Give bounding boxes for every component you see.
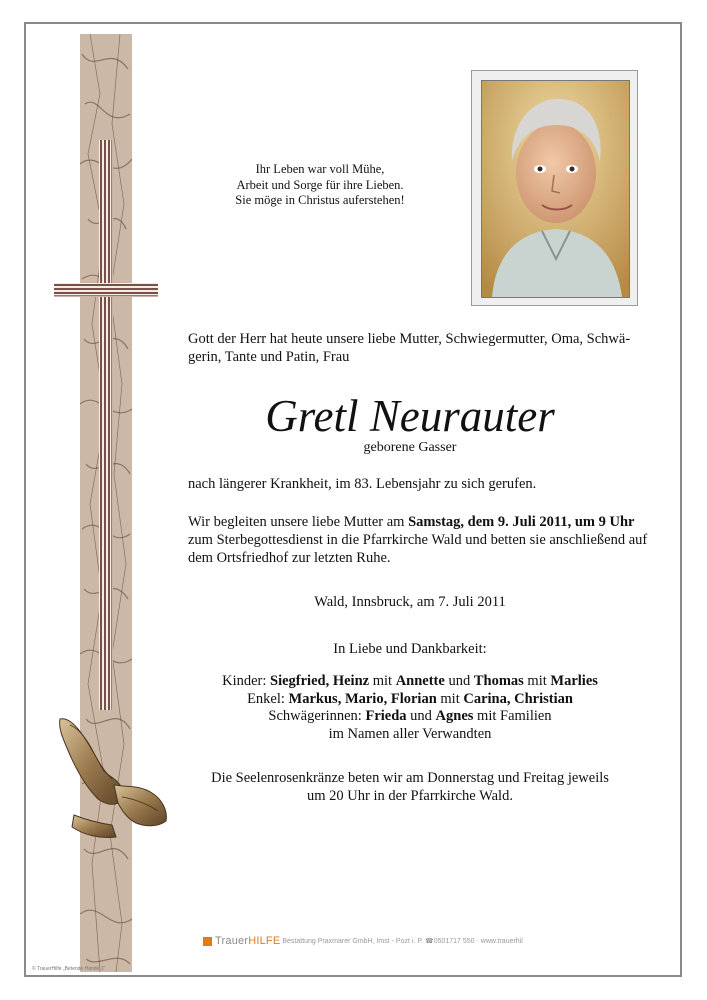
- brand-name: [215, 935, 280, 947]
- death-note: nach längerer Krankheit, im 83. Lebensjahr zu sich gerufen.: [188, 476, 537, 492]
- rosary-notice: [160, 769, 660, 805]
- family-joiner: und: [406, 708, 436, 724]
- family-names: Agnes: [435, 708, 474, 724]
- portrait-photo: [481, 80, 630, 298]
- intro-text: Gott der Herr hat heute unsere liebe Mutter, Schwiegermutter, Oma, Schwä-gerin, Tante und Patin, Frau: [188, 331, 631, 365]
- family-joiner: mit: [523, 673, 551, 689]
- verse: [190, 162, 450, 209]
- rosary-line: Die Seelenrosenkränze beten wir am Donnerstag und Freitag jeweils: [211, 770, 609, 786]
- brand-part: Trauer: [215, 935, 249, 947]
- image-credit: © TrauerHilfe „Betende Hände 1“: [32, 966, 106, 972]
- verse-line: Sie möge in Christus auferstehen!: [235, 193, 405, 207]
- family-label: Kinder:: [222, 673, 271, 689]
- birth-name: geborene Gasser: [363, 440, 457, 455]
- family-names: Siegfried, Heinz: [270, 673, 370, 689]
- rosary-line: um 20 Uhr in der Pfarrkirche Wald.: [307, 788, 513, 804]
- trauerhilfe-logo-icon: [203, 937, 212, 946]
- family-joiner: mit: [436, 690, 464, 707]
- deceased-name: Gretl Neurauter: [265, 391, 555, 441]
- family-joiner: mit Familien: [473, 708, 552, 724]
- family-names: Annette: [395, 673, 445, 689]
- family-label: Schwägerinnen:: [268, 708, 366, 724]
- family-names: Frieda: [365, 708, 407, 724]
- funeral-datetime: Samstag, dem 9. Juli 2011, um 9 Uhr: [408, 514, 635, 530]
- brand-part: HILFE: [248, 935, 281, 947]
- footer-info: Bestattung Praxmarer GmbH, Imst - Pozt i. P. ☎0501717 550 · www.trauerhil: [282, 937, 523, 945]
- funeral-notice: [188, 513, 648, 567]
- cross-vertical-beam: [99, 140, 113, 710]
- verse-line: Ihr Leben war voll Mühe,: [255, 162, 385, 176]
- family-names: Marlies: [550, 673, 598, 689]
- cross-horizontal-beam: [54, 283, 158, 297]
- family-row-enkel: [160, 691, 660, 709]
- verse-line: Arbeit und Sorge für ihre Lieben.: [236, 177, 404, 192]
- funeral-text: Wir begleiten unsere liebe Mutter am: [188, 514, 409, 530]
- funeral-text: zum Sterbegottesdienst in die Pfarrkirche Wald und betten sie anschließend auf dem Ortsfriedhof zur letzten Ruhe.: [188, 532, 648, 566]
- portrait-frame: [471, 70, 638, 306]
- family-row-verwandte: im Namen aller Verwandten: [328, 725, 492, 742]
- praying-hands-icon: [54, 715, 170, 840]
- family-list: [160, 673, 660, 743]
- family-names: Carina, Christian: [463, 690, 573, 707]
- footer: [203, 935, 523, 947]
- family-names: Thomas: [473, 673, 524, 689]
- family-row-schwaegerinnen: [160, 708, 660, 726]
- place-date: Wald, Innsbruck, am 7. Juli 2011: [314, 594, 506, 610]
- family-joiner: mit: [369, 673, 396, 689]
- family-label: Enkel:: [247, 690, 289, 707]
- family-names: Markus, Mario, Florian: [288, 690, 437, 707]
- family-joiner: und: [444, 673, 474, 689]
- thanks-line: In Liebe und Dankbarkeit:: [333, 641, 487, 657]
- family-row-kinder: [160, 673, 660, 691]
